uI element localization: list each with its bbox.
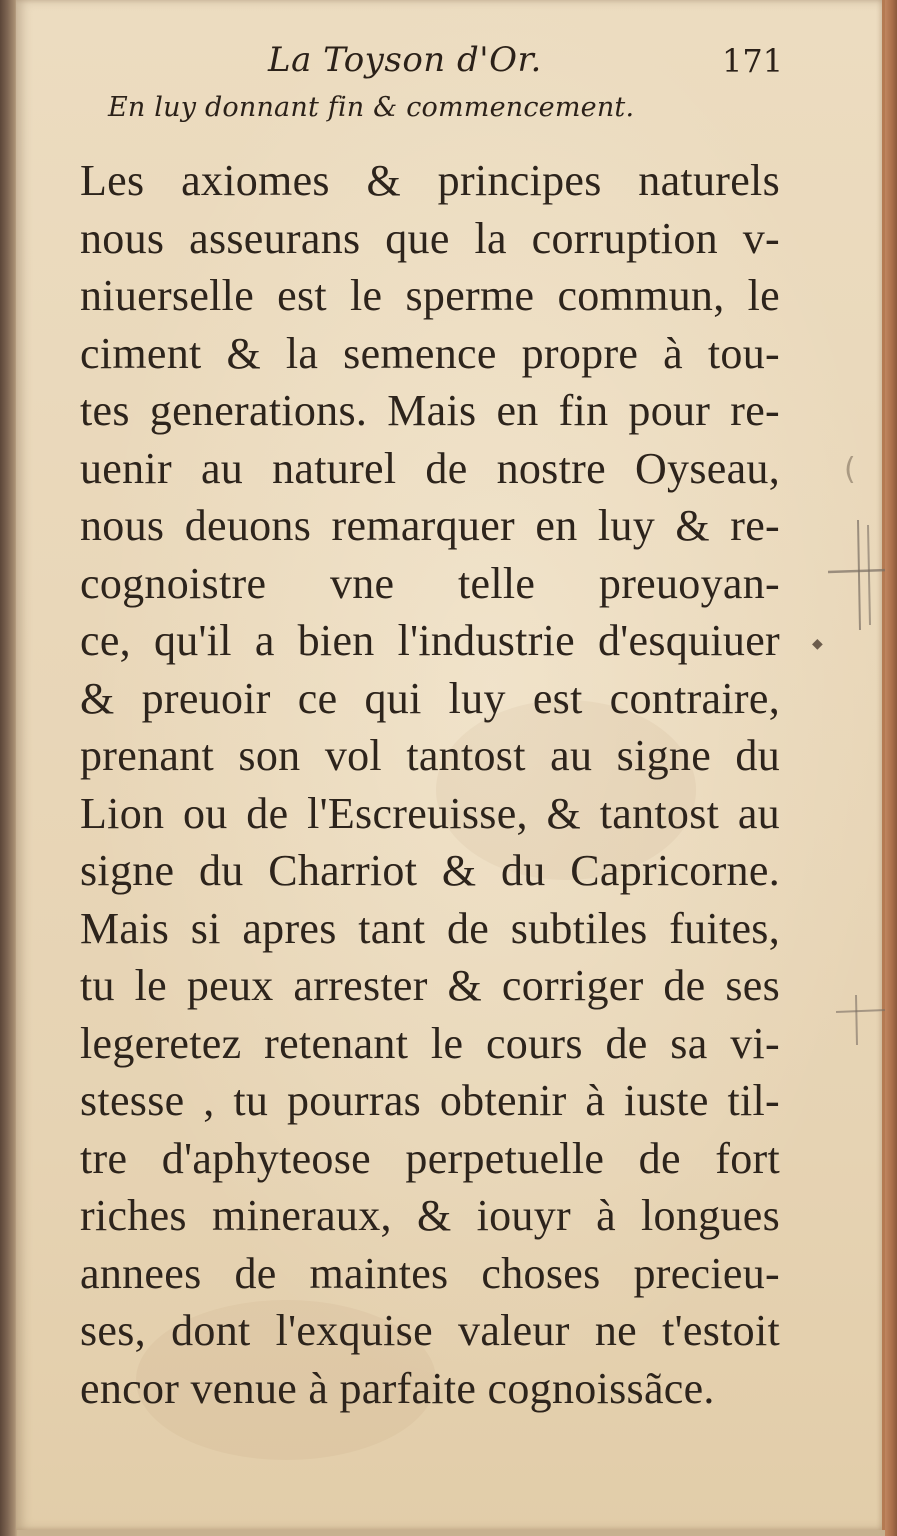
text-line: legeretez retenant le cours de sa vi- — [80, 1018, 780, 1068]
running-title: La Toyson d'Or. — [268, 40, 542, 80]
marginal-note: En luy donnant fin & commencement. — [108, 92, 635, 123]
text-line: nous deuons remarquer en luy & re- — [80, 501, 780, 550]
pencil-mark-icon — [836, 990, 886, 1050]
text-line: tre d'aphyteose perpetuelle de fort — [80, 1133, 780, 1183]
text-line: Mais si apres tant de subtiles fuites, — [80, 903, 780, 953]
text-line: ce, qu'il a bien l'industrie d'esquiuer — [80, 616, 780, 665]
text-line: signe du Charriot & du Capricorne. — [80, 846, 780, 895]
text-line: prenant son vol tantost au signe du — [80, 731, 780, 780]
text-line: tu le peux arrester & corriger de ses — [80, 961, 780, 1010]
text-line: ses, dont l'exquise valeur ne t'estoit — [80, 1306, 780, 1355]
text-line: riches mineraux, & iouyr à longues — [80, 1191, 780, 1240]
text-line: cognoistre vne telle preuoyan- — [80, 558, 780, 608]
text-line: & preuoir ce qui luy est contraire, — [80, 673, 780, 723]
text-line: niuerselle est le sperme commun, le — [80, 271, 780, 320]
text-line: stesse , tu pourras obtenir à iuste til- — [80, 1076, 780, 1125]
page-header — [16, 40, 882, 90]
text-line: annees de maintes choses precieu- — [80, 1248, 780, 1298]
text-line: tes generations. Mais en fin pour re- — [80, 386, 780, 435]
text-line: encor venue à parfaite cognoissãce. — [80, 1363, 715, 1413]
ink-dot-icon: ◆ — [812, 636, 823, 652]
text-line: Lion ou de l'Escreuisse, & tantost au — [80, 788, 780, 838]
page-number: 171 — [722, 42, 784, 80]
text-line: uenir au naturel de nostre Oyseau, — [80, 443, 780, 493]
text-line: Les axiomes & principes naturels — [80, 156, 780, 205]
bracket-mark-icon: ( — [844, 452, 856, 487]
text-line: ciment & la semence propre à tou- — [80, 328, 780, 378]
text-line: nous asseurans que la corruption v- — [80, 213, 780, 263]
pencil-mark-icon — [828, 520, 888, 630]
page-edge — [885, 0, 897, 1536]
body-text — [80, 152, 780, 1417]
book-page — [16, 0, 886, 1530]
